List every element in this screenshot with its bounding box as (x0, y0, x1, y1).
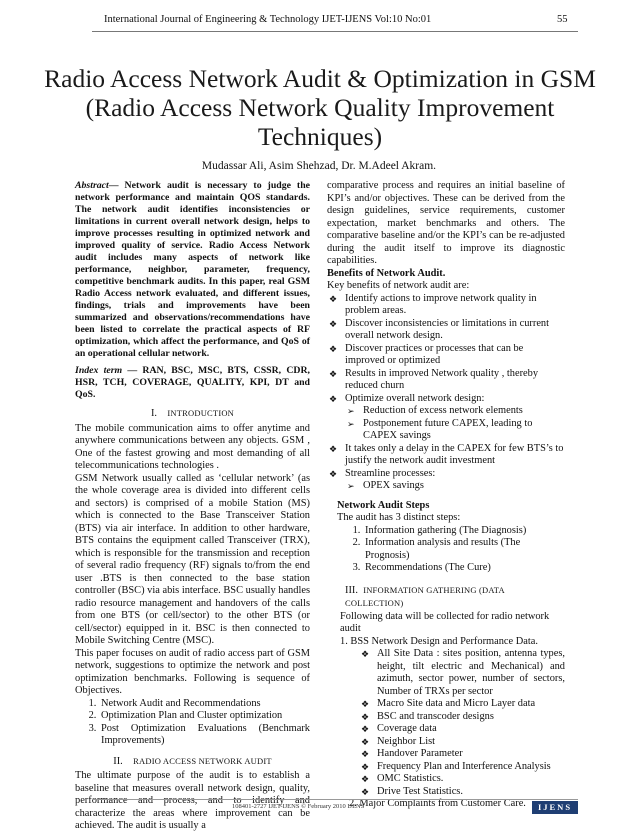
benefits-heading: Benefits of Network Audit. (327, 267, 446, 279)
list-item: ❖ Streamline processes: (327, 468, 565, 481)
objectives-list (75, 698, 310, 748)
ijens-logo: IJENS (532, 801, 578, 814)
section-3-number: III. (345, 584, 358, 596)
list-item: ❖ Coverage data (359, 723, 565, 736)
streamline-sublist (327, 480, 565, 493)
list-item: ❖ Discover inconsistencies or limitations in current overall network design. (327, 318, 565, 343)
list-item: 3. Recommendations (The Cure) (363, 562, 565, 575)
list-item: ❖ Identify actions to improve network quality in problem areas. (327, 293, 565, 318)
section-2-paragraph: The ultimate purpose of the audit is to establish a baseline that measures overall network design, quality, performance and process, and to identify and characterize the areas where improvement can be achieved. The audit is usually a (75, 770, 310, 831)
section-2-title: RADIO ACCESS NETWORK AUDIT (133, 755, 272, 766)
benefits-list (327, 293, 565, 406)
steps-list (327, 525, 565, 575)
page-number: 55 (557, 14, 568, 25)
list-item: ❖ Results in improved Network quality , thereby reduced churn (327, 368, 565, 393)
section-1-number: I. (150, 408, 158, 419)
section-1-heading (75, 407, 310, 421)
section-3-heading (327, 584, 565, 611)
page-footer (0, 801, 638, 815)
paper-title: Radio Access Network Audit & Optimization in GSM (Radio Access Network Quality Improvement Techniques) (44, 64, 596, 151)
section-1-title: INTRODUCTION (167, 408, 235, 418)
steps-heading: Network Audit Steps (337, 499, 430, 511)
left-column (75, 180, 310, 833)
bss-heading: 1. BSS Network Design and Performance Data. (340, 635, 538, 647)
section-2-number: II. (113, 755, 123, 767)
index-terms (75, 365, 310, 401)
abstract (75, 180, 310, 360)
header-rule (92, 31, 578, 32)
list-item: ❖ Frequency Plan and Interference Analysis (359, 761, 565, 774)
list-item: ❖ OMC Statistics. (359, 773, 565, 786)
author-line: Mudassar Ali, Asim Shehzad, Dr. M.Adeel Akram. (201, 160, 437, 172)
list-item: ❖ Neighbor List (359, 736, 565, 749)
list-item: ❖ Discover practices or processes that can be improved or optimized (327, 343, 565, 368)
list-item: ➢ Postponement future CAPEX, leading to CAPEX savings (345, 418, 565, 443)
section-2-heading (75, 755, 310, 769)
section-3-title: INFORMATION GATHERING (DATA COLLECTION) (345, 584, 505, 608)
section-3-intro: Following data will be collected for radio network audit (340, 610, 550, 634)
list-item: ❖ All Site Data : sites position, antenna types, height, tilt electric and Mechanical) and azimuth, sector power, number of sectors, Number of TRXs per sector (359, 648, 565, 698)
complaints-item: 2. Major Complaints from Customer Care. (349, 798, 526, 809)
index-text: — RAN, BSC, MSC, BTS, CSSR, CDR, HSR, TCH, COVERAGE, QUALITY, KPI, DT and QoS. (75, 365, 311, 400)
intro-paragraph-3: This paper focuses on audit of radio access part of GSM network, suggestions to optimize the network and post optimization benchmarks. Following is sequence of Objectives. (75, 647, 310, 696)
list-item: ❖ BSC and transcoder designs (359, 711, 565, 724)
running-header (0, 14, 638, 28)
list-item: ❖ Macro Site data and Micro Layer data (359, 698, 565, 711)
right-column (327, 180, 565, 811)
abstract-text: — Network audit is necessary to judge the network performance and maintain QOS standards. The network audit identifies inconsistencies or limitations in current overall network design, helps to improve processes resulting in optimized network and improved quality of service. Radio Access Network audit includes many aspects of network like performance, neighbor, parameter, frequency, competitive benchmark audits. In this paper, real GSM Radio Access network evaluated, and different issues, findings, trials and improvements have been summarized and observations/recommendations have been listed to correlate the practical aspects of RF optimization, which affect the performance, and QoS of an operational cellular network. (75, 180, 310, 359)
list-item: ❖ Optimize overall network design: (327, 393, 565, 406)
abstract-label: Abstract (75, 180, 109, 191)
list-item: ❖ Handover Parameter (359, 748, 565, 761)
intro-paragraph-2: GSM Network usually called as ‘cellular network’ (as the whole coverage area is divided into different cells and sectors) is comprised of a mobile Station (MS) which is connected to the Base Transceiver Station (BTS) via air interface. In addition to other hardware, BTS contains the equipment called Transceiver (TRX), which is responsible for the transmission and reception of several radio frequency (RF) signals to/from the end user .BTS is then connected to the base station controller (BSC) via abis interface. BSC usually handles radio resource management and handovers of the calls from one BTS (or cell/sector) to the other BTS (or cell/sector) equipped in it. BSC is then connected to Mobile Switching Centre (MSC). (75, 472, 310, 646)
optimize-sublist (327, 405, 565, 443)
list-item: ❖ It takes only a delay in the CAPEX for few BTS’s to justify the network audit investment (327, 443, 565, 468)
footer-text: 108401-2727 IJET-IJENS © February 2010 IJENS (232, 803, 365, 810)
bss-items-list (327, 648, 565, 798)
list-item: 2. Information analysis and results (The Prognosis) (363, 537, 565, 562)
right-paragraph-1: comparative process and requires an initial baseline of KPI’s and/or objectives. These can be derived from the design guidelines, service requirements, customer expectation, market benchmarks and others. The comparative baseline and/or the KPI’s can be re-adjusted during the audit itself to improve its diagnostic capabilities. (327, 180, 565, 266)
benefits-intro: Key benefits of network audit are: (327, 280, 470, 291)
list-item: ❖ Drive Test Statistics. (359, 786, 565, 799)
list-item: 1. Network Audit and Recommendations (99, 698, 310, 711)
footer-rule (92, 799, 578, 800)
list-item: ➢ OPEX savings (345, 480, 565, 493)
list-item: 1. Information gathering (The Diagnosis) (363, 525, 565, 538)
list-item: 2. Optimization Plan and Cluster optimization (99, 710, 310, 723)
list-item: ➢ Reduction of excess network elements (345, 405, 565, 418)
intro-paragraph-1: The mobile communication aims to offer anytime and anywhere communications between any objects. GSM , One of the fastest growing and most demanding of all telecommunications technologies . (75, 422, 310, 471)
list-item: 3. Post Optimization Evaluations (Benchmark Improvements) (99, 723, 310, 748)
steps-intro: The audit has 3 distinct steps: (337, 512, 461, 523)
benefits-list-continued (327, 443, 565, 481)
journal-header: International Journal of Engineering & Technology IJET-IJENS Vol:10 No:01 (104, 14, 432, 25)
index-label: Index term (75, 365, 123, 376)
